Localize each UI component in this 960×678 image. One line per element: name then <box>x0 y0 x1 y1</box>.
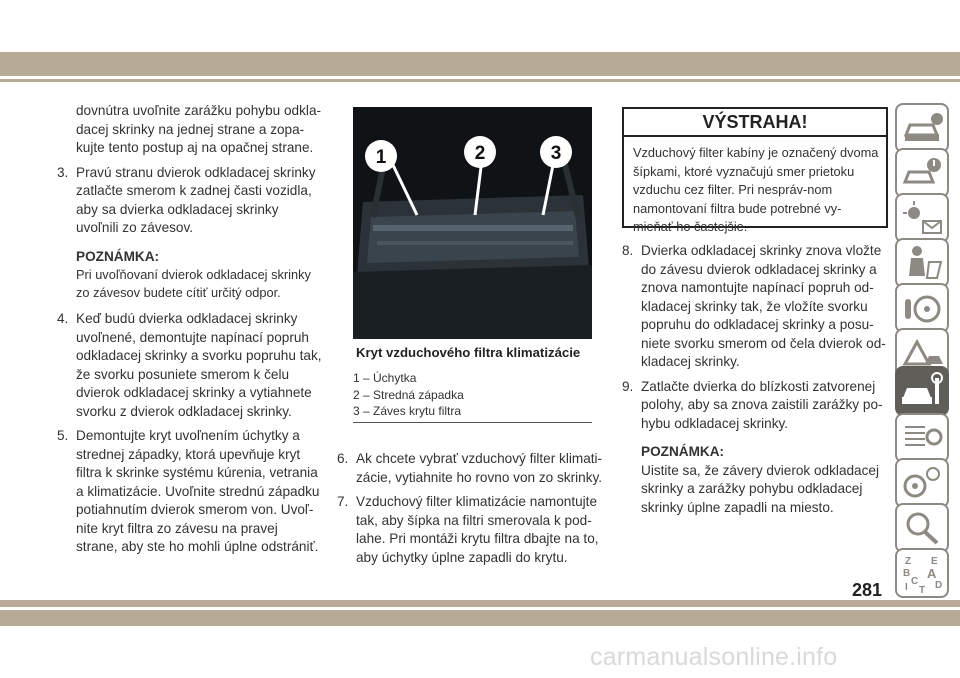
step-7 <box>337 493 605 567</box>
step-8 <box>622 242 890 372</box>
column-right <box>622 242 890 517</box>
car-info-icon[interactable] <box>895 103 949 153</box>
note-heading: POZNÁMKA: <box>641 444 725 459</box>
index-letter: I <box>905 582 908 593</box>
figure-caption: Kryt vzduchového filtra klimatizácie <box>356 345 581 360</box>
dashboard-lights-icon[interactable] <box>895 193 949 243</box>
intro-paragraph: dovnútra uvoľnite zarážku pohybu odkla-dacej skrinky na jednej strane a zopa-kujte tento postup aj na opačnej strane. <box>76 103 322 155</box>
legend-item: 2 – Stredná západka <box>353 387 464 402</box>
index-letter: B <box>903 568 911 579</box>
multimedia-icon[interactable] <box>895 458 949 508</box>
step-text: Vzduchový filter klimatizácie namontujte tak, aby šípka na filtri smerovala k pod-lahe. Pri montáži krytu filtra dbajte na to, aby úchytky úplne zapadli do krytu. <box>356 494 599 565</box>
footer-band <box>0 600 960 607</box>
index-letter: A <box>927 566 937 581</box>
index-letter: Z <box>905 556 912 567</box>
step-9 <box>622 378 890 434</box>
warning-title: VÝSTRAHA! <box>624 109 886 137</box>
step-number: 9. <box>622 378 634 394</box>
step-number: 7. <box>337 494 349 509</box>
step-number: 3. <box>57 164 69 180</box>
index-letter: C <box>911 576 919 587</box>
step-4 <box>57 310 322 421</box>
header-band <box>0 52 960 76</box>
page-number: 281 <box>852 580 883 600</box>
step-text: Keď budú dvierka odkladacej skrinky uvoľnené, demontujte napínací popruh odkladacej skrinky a svorku popruhu tak, že svorku posuniete smerom k čelu dvierok odkladacej skrinky a vytiahnete svorku z dvierok odkladacej skrinky. <box>76 311 322 419</box>
column-left <box>57 102 322 557</box>
step-text: Demontujte kryt uvoľnením úchytky a strednej západky, ktorá upevňuje kryt filtra k skrinke systému kúrenia, vetrania a klimatizácie. Uvoľnite strednú západku potiahnutím dvierok smerom von. Uvoľ-nite kryt filtra zo závesu na pravej strane, aby ste ho mohli úplne odstrániť. <box>76 428 320 554</box>
safety-icon[interactable] <box>895 238 949 288</box>
warning-box <box>622 107 888 234</box>
alphabet-index-icon[interactable] <box>895 548 949 598</box>
callout-1 <box>365 140 397 172</box>
step-number: 6. <box>337 451 349 466</box>
legend-item: 3 – Záves krytu filtra <box>353 404 462 418</box>
specifications-icon[interactable] <box>895 413 949 463</box>
index-letter: D <box>935 580 943 591</box>
legend-divider <box>353 422 592 423</box>
callout-3 <box>540 136 572 168</box>
filter-cover-photo <box>353 107 592 339</box>
step-3 <box>57 164 322 238</box>
watermark: carmanualsonline.info <box>590 643 838 671</box>
svg-text:3: 3 <box>550 143 562 164</box>
column-middle <box>337 450 605 567</box>
step-text: Zatlačte dvierka do blízkosti zatvorenej polohy, aby sa znova zaistili zarážky po-hybu odkladacej skrinky. <box>641 378 883 431</box>
car-warning-icon[interactable] <box>895 148 949 198</box>
svg-text:2: 2 <box>474 143 486 164</box>
warning-text: Vzduchový filter kabíny je označený dvoma šípkami, ktoré vyznačujú smer prietoku vzduchu cez filter. Pri nespráv-nom namontovaní filtra bude potrebné vy-mieňať ho častejšie. <box>633 145 879 234</box>
step-text: Pravú stranu dvierok odkladacej skrinky zatlačte smerom k zadnej časti vozidla, aby sa dvierka odkladacej skrinky uvoľnili zo závesov. <box>76 164 316 235</box>
index-letter: T <box>919 585 926 596</box>
search-index-icon[interactable] <box>895 503 949 553</box>
step-6 <box>337 450 605 487</box>
step-number: 8. <box>622 243 634 258</box>
note-heading: POZNÁMKA: <box>76 248 160 264</box>
legend-item: 1 – Úchytka <box>353 371 417 385</box>
index-letter: E <box>931 556 938 567</box>
note-text: Uistite sa, že závery dvierok odkladacej skrinky a zarážky pohybu odkladacej skrinky úplne zapadli na miesto. <box>641 462 879 515</box>
figure-legend <box>353 370 593 420</box>
step-number: 4. <box>57 311 69 326</box>
starting-driving-icon[interactable] <box>895 283 949 333</box>
step-text: Dvierka odkladacej skrinky znova vložte do závesu dvierok odkladacej skrinky a znova namontujte napínací popruh od-kladacej skrinky tak, že vložíte svorku popruhu do odkladacej skrinky a posu-niete svorku smerom od čela dvierok od-kladacej skrinky. <box>641 243 886 369</box>
callout-2 <box>464 136 496 168</box>
service-maintenance-icon[interactable] <box>895 366 949 416</box>
footer-band-lower <box>0 610 960 626</box>
step-5 <box>57 427 322 557</box>
note-text: Pri uvoľňovaní dvierok odkladacej skrinky zo závesov budete cítiť určitý odpor. <box>76 267 311 300</box>
svg-text:1: 1 <box>375 147 387 168</box>
step-number: 5. <box>57 428 69 443</box>
step-text: Ak chcete vybrať vzduchový filter klimati-zácie, vytiahnite ho rovno von zo skrinky. <box>356 451 603 485</box>
